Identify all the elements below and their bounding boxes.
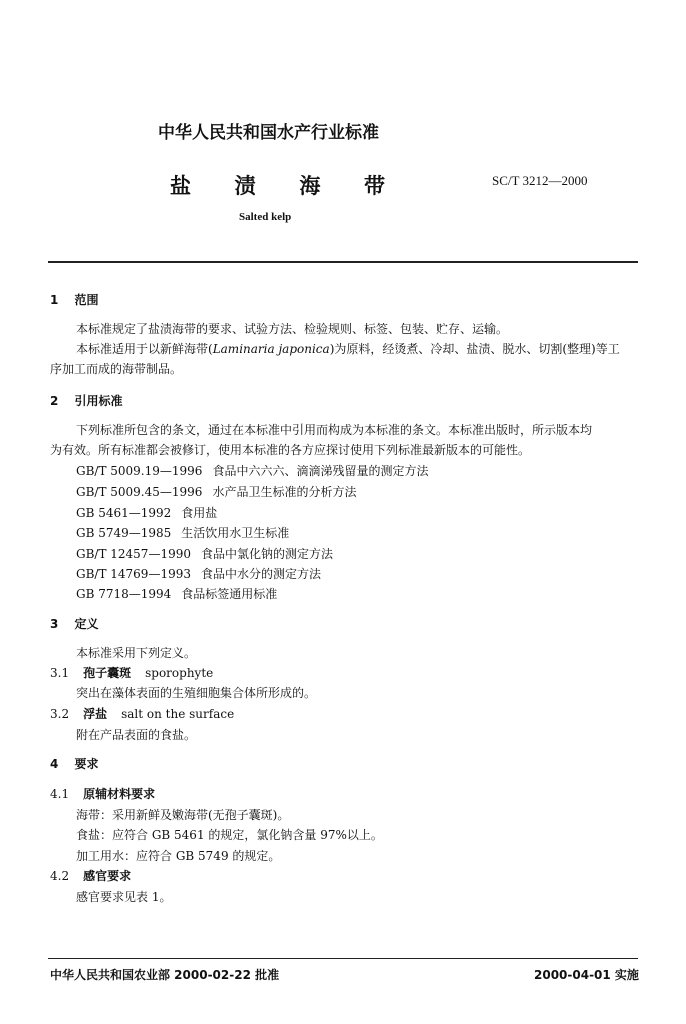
section-number: 4 — [50, 757, 59, 771]
paragraph: 序加工而成的海带制品。 — [50, 362, 183, 376]
section-1-heading — [50, 291, 99, 308]
ref-title: 生活饮用水卫生标准 — [181, 526, 290, 540]
reference-item — [76, 504, 217, 521]
paragraph: 本标准规定了盐渍海带的要求、试验方法、检验规则、标签、包装、贮存、运输。 — [76, 322, 509, 336]
requirement-line: 海带：采用新鲜及嫩海带(无孢子囊斑)。 — [76, 808, 290, 822]
document-title — [170, 170, 385, 200]
section-number: 1 — [50, 293, 59, 307]
header-divider — [48, 261, 638, 263]
clause-number: 4.2 — [50, 869, 70, 883]
latin-name: Laminaria japonica — [212, 342, 330, 356]
ref-title: 食用盐 — [181, 506, 218, 520]
ref-code: GB 7718—1994 — [76, 587, 172, 601]
section-number: 3 — [50, 617, 59, 631]
effective-date: 2000-04-01 实施 — [534, 968, 639, 982]
text: 本标准适用于以新鲜海带( — [76, 342, 213, 356]
ref-title: 食品中氯化钠的测定方法 — [200, 547, 333, 561]
paragraph: 本标准采用下列定义。 — [76, 646, 197, 660]
term: 浮盐 — [83, 707, 108, 721]
ref-title: 食品标签通用标准 — [181, 587, 278, 601]
section-2-heading — [50, 392, 123, 409]
ref-title: 食品中六六六、滴滴涕残留量的测定方法 — [212, 464, 429, 478]
ref-code: GB/T 12457—1990 — [76, 547, 191, 561]
section-3-heading — [50, 615, 99, 632]
title-char: 海 — [299, 174, 321, 198]
paragraph: 下列标准所包含的条文，通过在本标准中引用而构成为本标准的条文。本标准出版时，所示版本均 — [76, 423, 593, 437]
subsection-title: 原辅材料要求 — [83, 787, 156, 801]
english-subtitle: Salted kelp — [239, 211, 292, 223]
title-char: 渍 — [234, 174, 256, 198]
subsection-title: 感官要求 — [83, 869, 132, 883]
section-number: 2 — [50, 394, 59, 408]
ref-code: GB/T 5009.45—1996 — [76, 485, 203, 499]
approval-line: 中华人民共和国农业部 2000-02-22 批准 — [50, 968, 280, 982]
requirement-line: 感官要求见表 1。 — [76, 890, 172, 904]
section-title: 定义 — [74, 617, 99, 631]
paragraph — [76, 340, 620, 357]
clause-number: 4.1 — [50, 787, 70, 801]
subsection-heading — [50, 867, 131, 884]
definition-heading — [50, 664, 213, 681]
ref-title: 水产品卫生标准的分析方法 — [212, 485, 357, 499]
requirement-line: 加工用水：应符合 GB 5749 的规定。 — [76, 849, 281, 863]
section-4-heading — [50, 755, 99, 772]
reference-item — [76, 524, 289, 541]
ref-code: GB/T 5009.19—1996 — [76, 464, 203, 478]
section-title: 范围 — [74, 293, 99, 307]
definition-heading — [50, 705, 234, 722]
reference-item — [76, 462, 428, 479]
reference-item — [76, 545, 333, 562]
text: )为原料，经烫煮、冷却、盐渍、脱水、切割(整理)等工 — [329, 342, 620, 356]
reference-item — [76, 483, 356, 500]
ref-code: GB 5461—1992 — [76, 506, 172, 520]
section-title: 引用标准 — [74, 394, 123, 408]
section-title: 要求 — [74, 757, 99, 771]
definition-text: 突出在藻体表面的生殖细胞集合体所形成的。 — [76, 686, 317, 700]
clause-number: 3.2 — [50, 707, 70, 721]
requirement-line: 食盐：应符合 GB 5461 的规定，氯化钠含量 97%以上。 — [76, 828, 383, 842]
ref-code: GB/T 14769—1993 — [76, 567, 191, 581]
term-en: sporophyte — [145, 666, 214, 680]
org-title: 中华人民共和国水产行业标准 — [158, 123, 379, 143]
ref-title: 食品中水分的测定方法 — [200, 567, 321, 581]
paragraph: 为有效。所有标准都会被修订，使用本标准的各方应探讨使用下列标准最新版本的可能性。 — [50, 443, 531, 457]
reference-item — [76, 565, 321, 582]
term: 孢子囊斑 — [83, 666, 132, 680]
ref-code: GB 5749—1985 — [76, 526, 172, 540]
term-en: salt on the surface — [121, 707, 235, 721]
clause-number: 3.1 — [50, 666, 70, 680]
title-char: 带 — [363, 174, 385, 198]
standard-code: SC/T 3212—2000 — [492, 173, 588, 188]
title-char: 盐 — [170, 174, 191, 198]
footer-divider — [48, 958, 638, 959]
reference-item — [76, 585, 277, 602]
subsection-heading — [50, 785, 155, 802]
definition-text: 附在产品表面的食盐。 — [76, 728, 197, 742]
